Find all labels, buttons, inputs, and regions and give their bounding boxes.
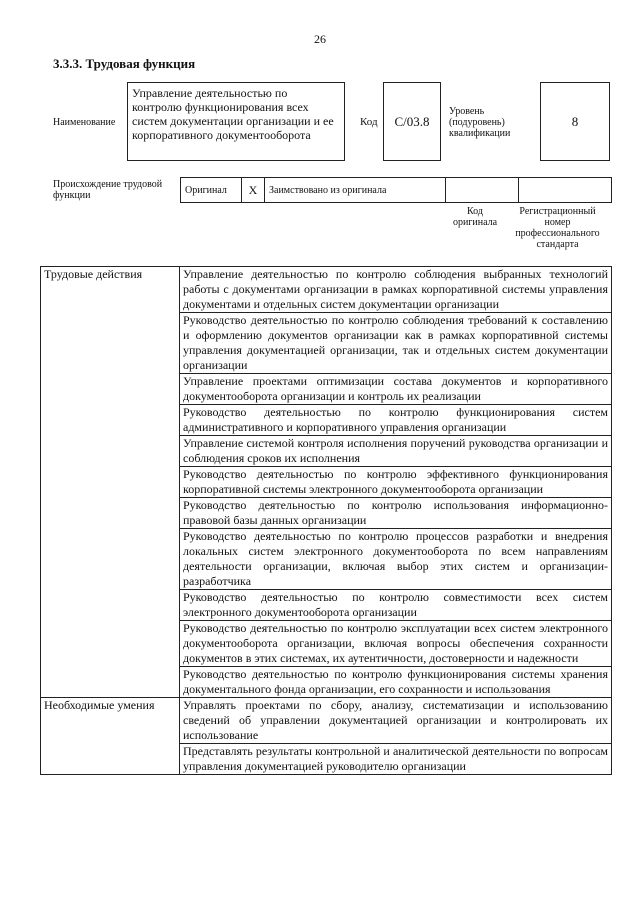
labor-action: Руководство деятельностью по контролю совместимости всех систем электронного документооборота организации <box>180 590 612 621</box>
origin-code-cell <box>446 178 519 203</box>
function-table <box>40 266 612 775</box>
labor-action: Управление проектами оптимизации состава документов и корпоративного документооборота организации и контроль их реализации <box>180 374 612 405</box>
labor-action: Руководство деятельностью по контролю использования информационно-правовой базы данных организации <box>180 498 612 529</box>
labor-action: Руководство деятельностью по контролю эффективного функционирования корпоративной системы электронного документооборота организации <box>180 467 612 498</box>
labor-action: Руководство деятельностью по контролю функционирования системы хранения документального фонда организации, его сохранности и использования <box>180 667 612 698</box>
origin-borrowed: Заимствовано из оригинала <box>265 178 446 203</box>
skills-label: Необходимые умения <box>41 698 180 775</box>
level-label: Уровень (подуровень) квалификации <box>449 106 511 139</box>
labor-action: Руководство деятельностью по контролю эксплуатации всех систем электронного документооборота организации, включая вопросы обеспечения сохранности документов в этих системах, их аутентичности, достоверности и надежности <box>180 621 612 667</box>
function-name: Управление деятельностью по контролю функционирования всех систем документации организации и ее корпоративного документооборота <box>127 82 345 161</box>
labor-actions-label: Трудовые действия <box>41 267 180 698</box>
origin-table <box>180 177 612 203</box>
origin-original: Оригинал <box>181 178 242 203</box>
labor-action: Руководство деятельностью по контролю функционирования систем административного и корпоративного управления организации <box>180 405 612 436</box>
reg-number-label: Регистрационный номер профессионального стандарта <box>515 206 600 250</box>
labor-action: Руководство деятельностью по контролю соблюдения требований к составлению и оформлению документов организации как в рамках корпоративной системы управления документацией организации, так и отдельных систем документации организации <box>180 313 612 374</box>
labor-action: Руководство деятельностью по контролю процессов разработки и внедрения локальных систем электронного документооборота по всем направлениям деятельности организации, включая выбор этих систем и организации-разработчика <box>180 529 612 590</box>
code-label: Код <box>360 116 378 128</box>
skill-item: Управлять проектами по сбору, анализу, систематизации и использованию сведений об управлении документацией организации и контролировать их использование <box>180 698 612 744</box>
function-code: C/03.8 <box>383 82 441 161</box>
code-original-label: Код оригинала <box>452 206 498 228</box>
labor-action: Управление системой контроля исполнения поручений руководства организации и соблюдения сроков их исполнения <box>180 436 612 467</box>
skill-item: Представлять результаты контрольной и аналитической деятельности по вопросам управления документацией руководителю организации <box>180 744 612 775</box>
origin-reg-cell <box>519 178 612 203</box>
origin-mark: X <box>242 178 265 203</box>
page-number: 26 <box>314 32 326 46</box>
section-title: 3.3.3. Трудовая функция <box>53 56 196 71</box>
name-label: Наименование <box>53 117 116 128</box>
origin-label: Происхождение трудовой функции <box>53 179 163 201</box>
qualification-level: 8 <box>540 82 610 161</box>
labor-action: Управление деятельностью по контролю соблюдения выбранных технологий работы с документами организации в рамках корпоративной системы управления документами и отдельных систем документации организации <box>180 267 612 313</box>
